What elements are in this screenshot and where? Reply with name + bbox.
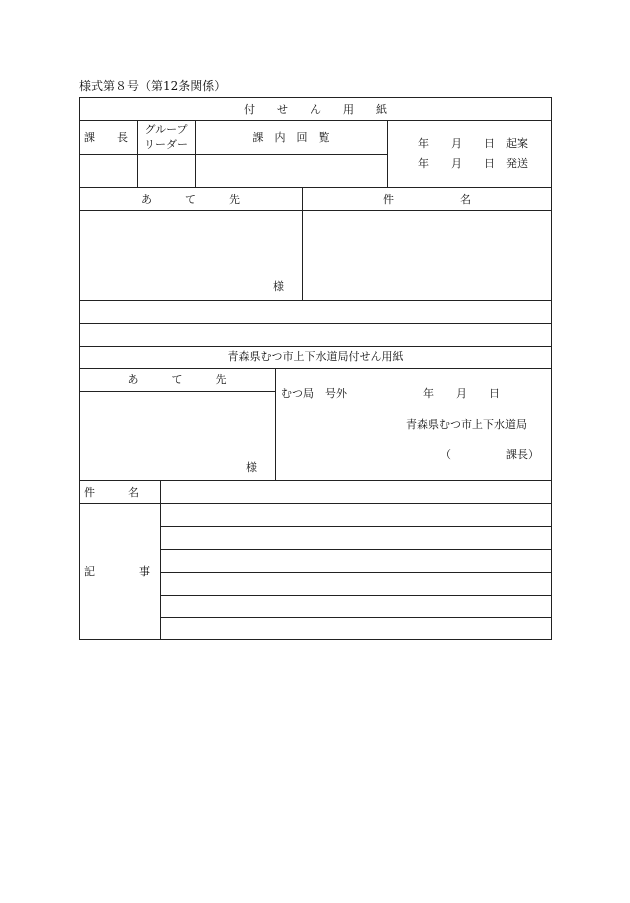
kacho-label: 課 長: [84, 131, 128, 144]
kanai-kairan-label: 課 内 回 覧: [252, 131, 330, 144]
group-leader-label-1: グループ: [144, 123, 188, 136]
kiji-label: 記 事: [84, 565, 150, 578]
issue-date: 年 月 日: [423, 387, 500, 400]
section2-title: 青森県むつ市上下水道局付せん用紙: [227, 350, 404, 363]
doc-number: むつ局 号外: [281, 387, 347, 400]
kacho-signature: （ 課長）: [440, 448, 539, 461]
date-send-line: 年 月 日 発送: [418, 157, 528, 170]
sama-label-2: 様: [246, 461, 257, 474]
date-draft-line: 年 月 日 起案: [418, 137, 528, 150]
fusen-title: 付 せ ん 用 紙: [244, 103, 387, 116]
atesaki-header: あ て 先: [141, 193, 240, 206]
form-label: 様式第８号（第12条関係）: [79, 79, 227, 93]
kenmei-header: 件 名: [383, 193, 471, 206]
group-leader-label-2: リーダー: [144, 138, 188, 151]
kenmei-label-2: 件 名: [84, 486, 139, 499]
sama-label: 様: [273, 280, 284, 293]
atesaki-header-2: あ て 先: [127, 373, 227, 386]
office-name: 青森県むつ市上下水道局: [406, 418, 527, 431]
